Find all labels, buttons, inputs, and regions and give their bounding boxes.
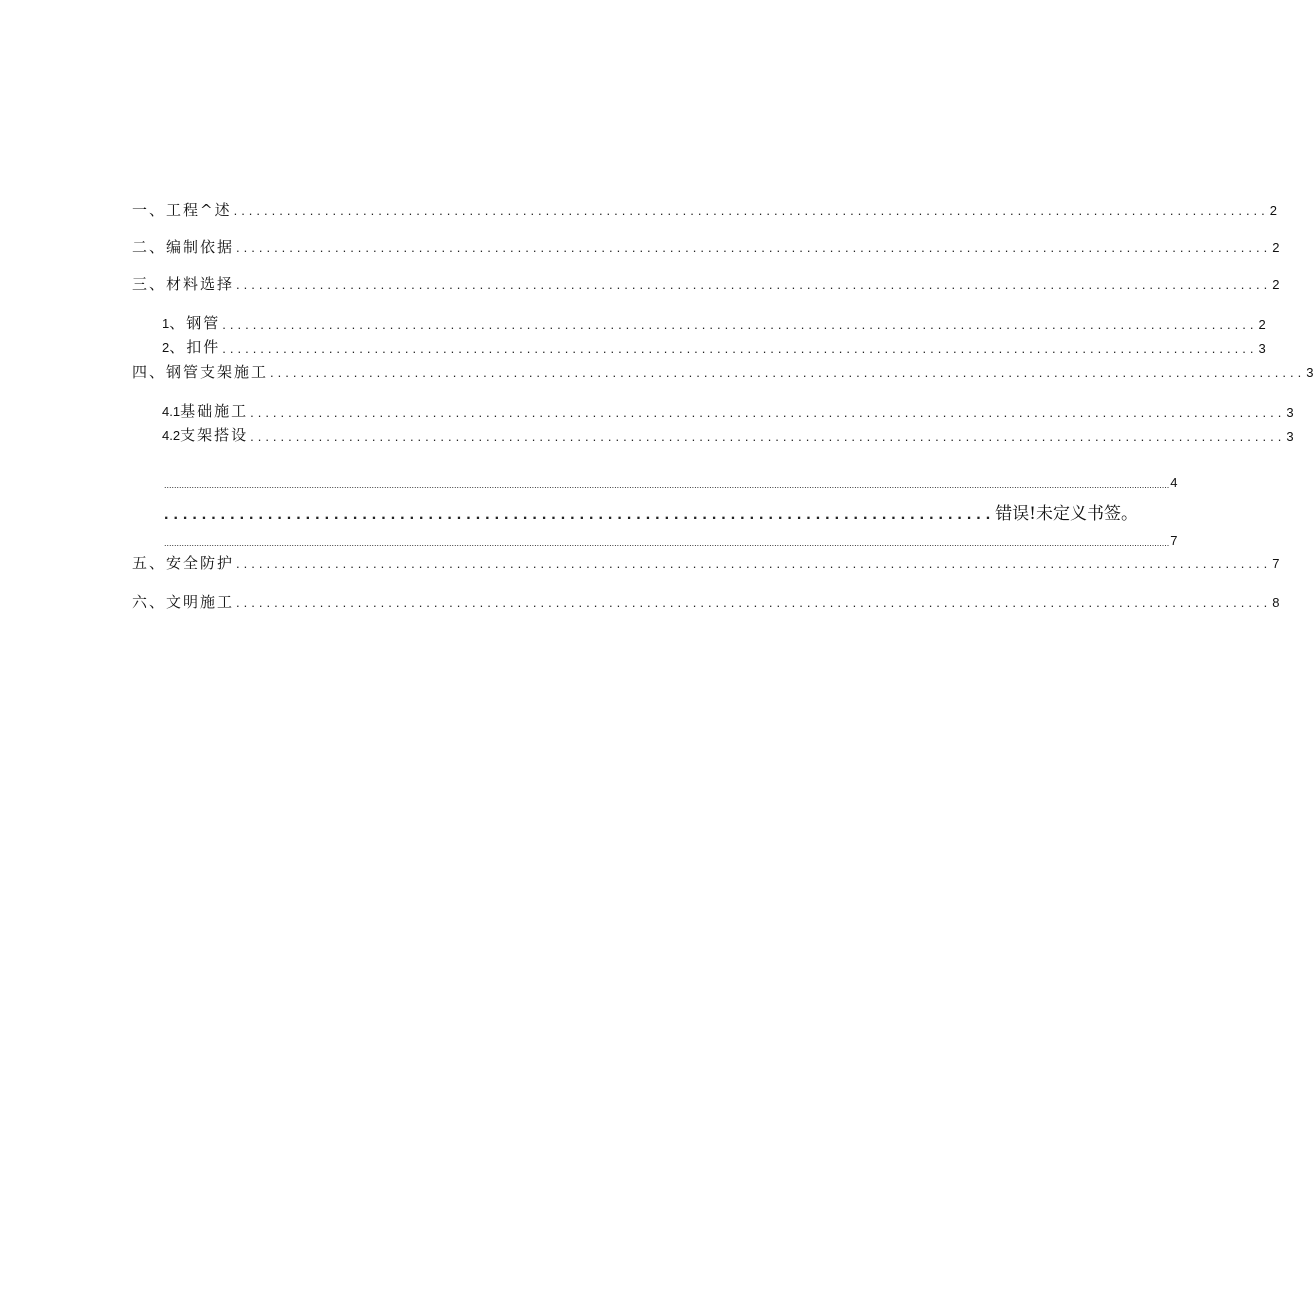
toc-leader-dots: ........................................................................................................................................	[236, 595, 1272, 610]
toc-entry-label	[162, 337, 220, 358]
toc-entry[interactable]	[132, 198, 1278, 220]
toc-entry-title: 、扣件	[169, 338, 221, 356]
toc-page-number: 8	[1272, 595, 1280, 610]
toc-leader-dots: ........................................................................................	[164, 506, 996, 523]
table-of-contents	[132, 0, 1313, 1301]
toc-page-number: 2	[1269, 203, 1278, 218]
toc-entry-label	[162, 401, 248, 422]
toc-entry-label: 一、工程^述	[132, 201, 232, 219]
toc-leader-dots: ........................................................................................................................................	[236, 240, 1272, 255]
toc-page-number: 2	[1258, 317, 1266, 332]
toc-page-number: 3	[1258, 341, 1266, 356]
toc-leader-dots: ........................................................................................................................................	[233, 203, 1269, 218]
toc-page-number: 2	[1272, 277, 1280, 292]
toc-entry-title: 、钢管	[169, 314, 221, 332]
toc-entry[interactable]	[162, 472, 1178, 492]
toc-entry-label: 四、钢管支架施工	[132, 363, 269, 381]
toc-page-number: 7	[1170, 533, 1178, 548]
toc-entry-title: 基础施工	[180, 402, 249, 420]
toc-entry-label: 五、安全防护	[132, 554, 235, 572]
toc-entry-number: 4.1	[162, 404, 181, 419]
toc-page-number: 3	[1306, 365, 1313, 380]
toc-leader-dots: ..................................................................................................................................................................................................................................................................................................................................................................................................................	[164, 538, 1170, 548]
toc-leader-dots: ..................................................................................................................................................................................................................................................................................................................................................................................................................	[164, 480, 1170, 490]
toc-entry-number: 2	[162, 340, 170, 355]
toc-error-entry[interactable]	[162, 500, 1139, 526]
toc-leader-dots: ........................................................................................................................................	[250, 405, 1286, 420]
toc-entry[interactable]	[162, 530, 1178, 550]
toc-entry-label: 六、文明施工	[132, 593, 235, 611]
toc-leader-dots: ........................................................................................................................................	[222, 317, 1258, 332]
toc-entry[interactable]	[132, 551, 1280, 573]
toc-entry-label	[162, 313, 220, 334]
toc-entry-label: 二、编制依据	[132, 238, 235, 256]
toc-entry[interactable]	[162, 424, 1294, 446]
toc-entry[interactable]	[132, 590, 1280, 612]
toc-entry-number: 4.2	[162, 428, 181, 443]
toc-entry[interactable]	[162, 336, 1266, 358]
toc-entry[interactable]	[132, 360, 1313, 382]
toc-page-number: 4	[1170, 475, 1178, 490]
toc-entry-label	[162, 425, 248, 446]
toc-entry-number: 1	[162, 316, 170, 331]
toc-entry-title: 支架搭设	[180, 426, 249, 444]
toc-entry[interactable]	[162, 312, 1266, 334]
toc-leader-dots: ........................................................................................................................................	[250, 429, 1286, 444]
toc-page-number: 3	[1286, 429, 1294, 444]
toc-leader-dots: ........................................................................................................................................	[270, 365, 1306, 380]
toc-entry-label: 三、材料选择	[132, 275, 235, 293]
toc-entry[interactable]	[132, 272, 1280, 294]
toc-leader-dots: ........................................................................................................................................	[236, 277, 1272, 292]
toc-leader-dots: ........................................................................................................................................	[236, 556, 1272, 571]
toc-page-number: 3	[1286, 405, 1294, 420]
bookmark-error-text: 错误!未定义书签。	[995, 504, 1139, 524]
toc-leader-dots: ........................................................................................................................................	[222, 341, 1258, 356]
toc-entry[interactable]	[132, 235, 1280, 257]
toc-page-number: 7	[1272, 556, 1280, 571]
toc-page-number: 2	[1272, 240, 1280, 255]
toc-entry[interactable]	[162, 400, 1294, 422]
